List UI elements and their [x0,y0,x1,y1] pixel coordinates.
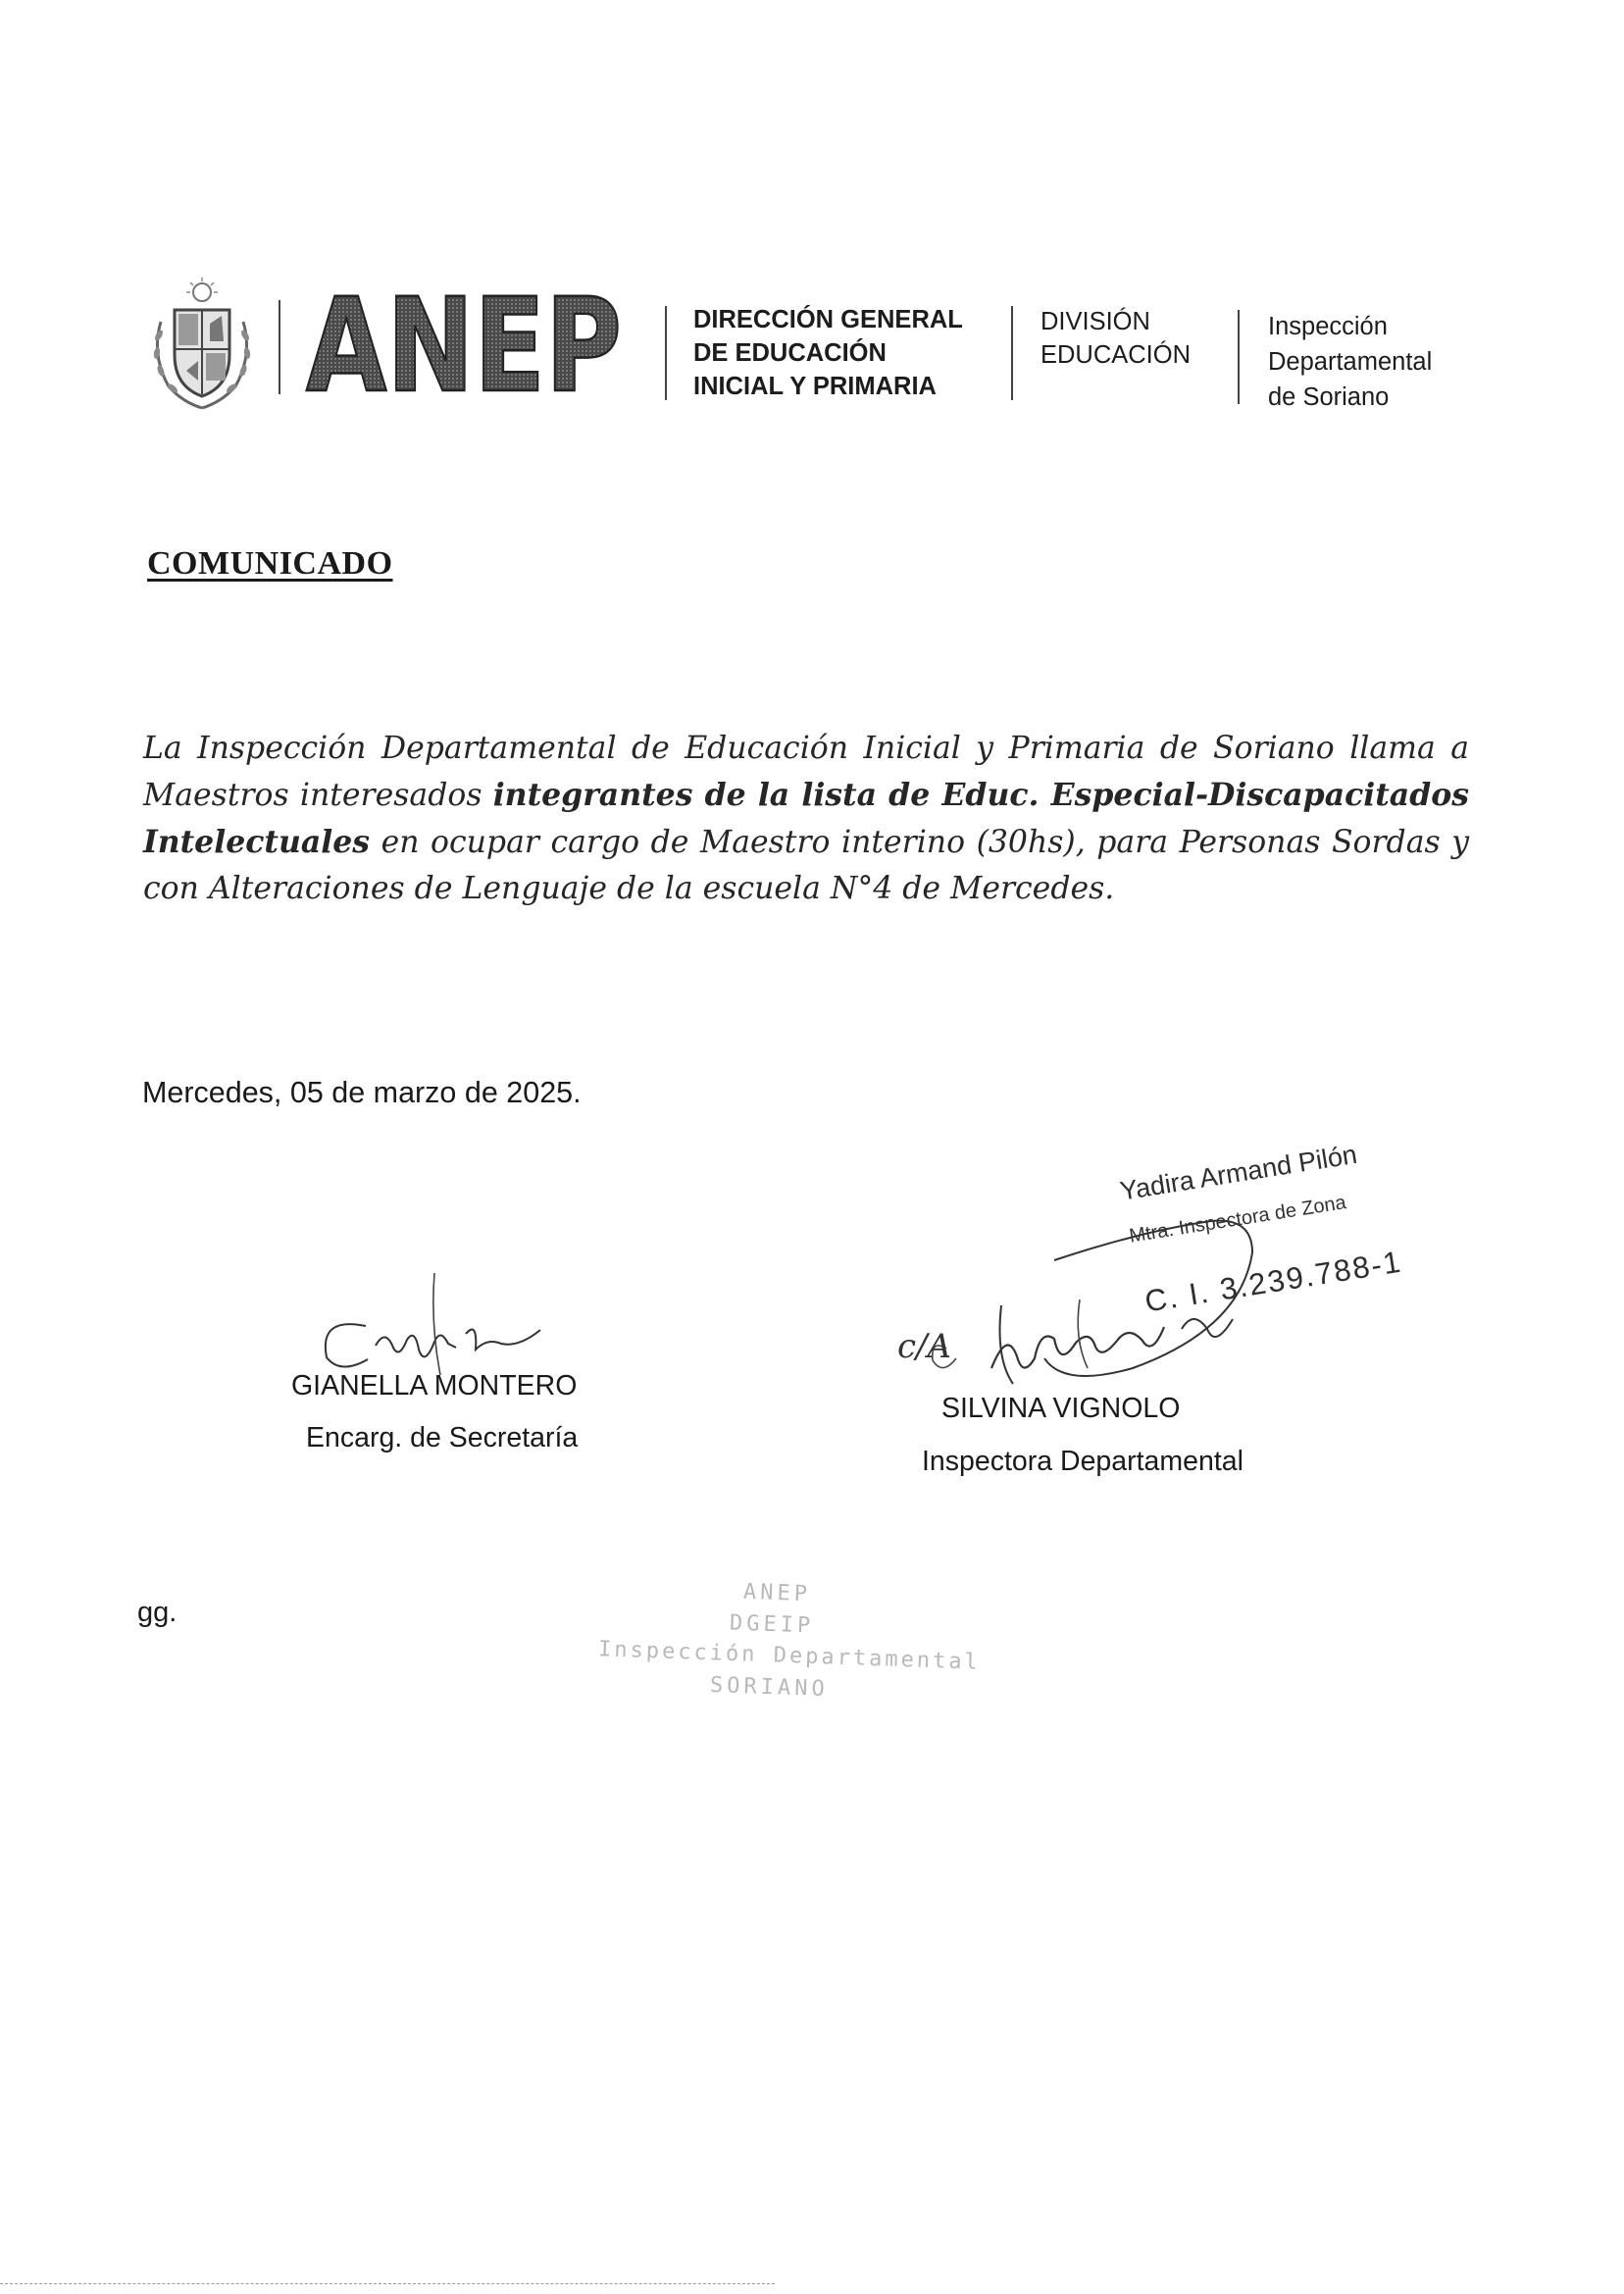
footer-rule [0,2283,775,2284]
divider [1238,310,1240,404]
divider [279,300,280,394]
header-direccion: DIRECCIÓN GENERAL DE EDUCACIÓN INICIAL Y PRIMARIA [693,306,963,400]
header-division: DIVISIÓN EDUCACIÓN [1040,308,1192,369]
signatory-name-left: GIANELLA MONTERO [291,1370,578,1402]
initials: gg. [137,1597,178,1628]
signature-prefix: c/A [897,1327,952,1366]
handwritten-signature-left [309,1265,603,1383]
header-inspeccion: Inspección Departamental de Soriano [1268,313,1433,411]
faint-seal-stamp: ANEP DGEIP Inspección Departamental SORIANO [597,1579,982,1703]
handwritten-signature-right [888,1211,1397,1417]
coat-of-arms-icon [147,277,257,414]
anep-logo [306,271,626,422]
body-paragraph [143,726,1469,912]
signatory-role-left: Encarg. de Secretaría [306,1422,579,1453]
page-title: COMUNICADO [147,545,393,582]
divider [1011,306,1013,400]
stamp-role: Mtra. Inspectora de Zona [1128,1192,1348,1248]
stamp-name: Yadira Armand Pilón [1118,1139,1359,1206]
svg-text:ANEP: ANEP [306,271,622,422]
paragraph-bold-text: integrantes de la lista de Educ. Especial-Discapacitados Intelectuales [143,777,1469,860]
document-date: Mercedes, 05 de marzo de 2025. [142,1076,582,1109]
divider [665,306,667,400]
paragraph-text: La Inspección Departamental de Educación Inicial y Primaria de Soriano llama a Maestros interesados [143,731,1469,813]
signatory-name-right: SILVINA VIGNOLO [941,1393,1181,1424]
signatory-role-right: Inspectora Departamental [922,1446,1243,1477]
paragraph-text: en ocupar cargo de Maestro interino (30hs), para Personas Sordas y con Alteraciones de Lenguaje de la escuela N°4 de Mercedes. [143,825,1469,906]
stamp-id-number: C. I. 3.239.788-1 [1142,1244,1405,1319]
